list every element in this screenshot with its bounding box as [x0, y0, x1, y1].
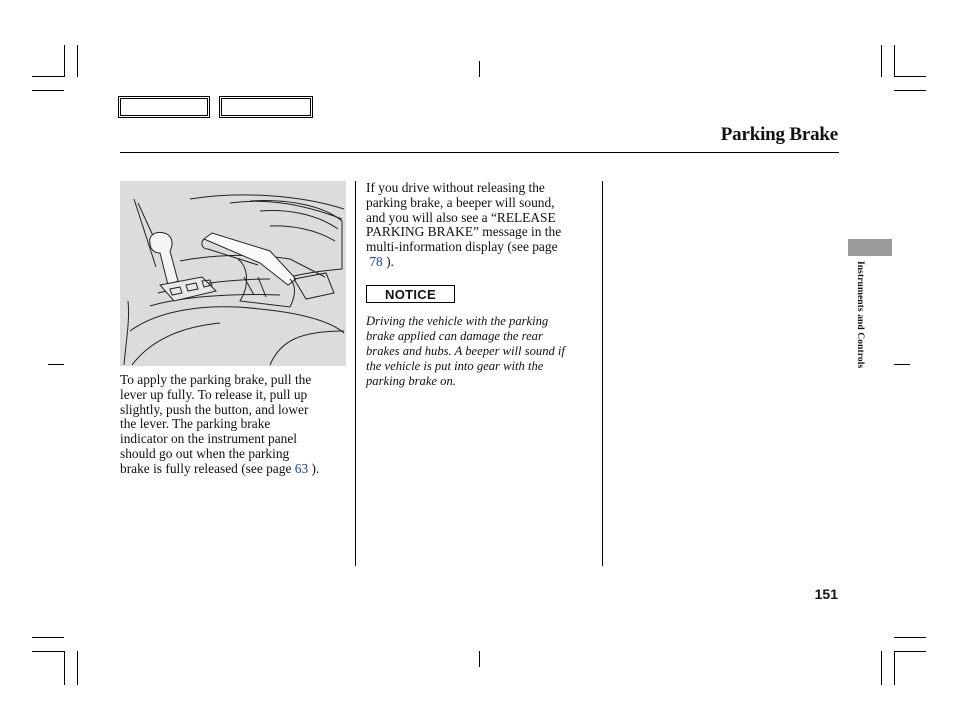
- crop-mark: [32, 90, 64, 91]
- text-line: To apply the parking brake, pull the: [120, 372, 312, 387]
- crop-mark: [894, 651, 926, 652]
- text-line: parking brake on.: [366, 374, 456, 388]
- text-line: multi-information display (see page: [366, 239, 558, 255]
- column-divider: [355, 181, 356, 566]
- parking-brake-lever-icon: [120, 181, 346, 366]
- header-rule: [120, 152, 839, 153]
- crop-mark: [881, 651, 882, 685]
- crop-mark: [48, 364, 64, 365]
- crop-mark: [894, 637, 926, 638]
- column-divider: [602, 181, 603, 566]
- text-fragment: ).: [308, 460, 320, 476]
- text-line: [120, 462, 350, 477]
- crop-mark: [64, 45, 65, 77]
- crop-mark: [77, 651, 78, 685]
- text-line: indicator on the instrument panel: [120, 431, 298, 447]
- section-tab: [848, 239, 892, 256]
- crop-mark: [894, 90, 926, 91]
- crop-mark: [894, 45, 895, 77]
- page-78-link[interactable]: 78: [369, 253, 383, 269]
- apply-release-paragraph: [120, 373, 350, 477]
- text-line: PARKING BRAKE” message in the: [366, 224, 562, 240]
- crop-mark: [894, 76, 926, 77]
- notice-label: NOTICE: [366, 285, 455, 303]
- crop-mark: [32, 637, 64, 638]
- section-label: Instruments and Controls: [855, 261, 865, 369]
- crop-mark: [32, 76, 64, 77]
- crop-mark: [64, 651, 65, 685]
- crop-mark: [479, 61, 480, 77]
- crop-mark: [894, 651, 895, 685]
- text-line: the vehicle is put into gear with the: [366, 359, 544, 373]
- notice-paragraph: [366, 314, 598, 389]
- crop-mark: [881, 45, 882, 77]
- page-title: Parking Brake: [720, 124, 838, 145]
- crop-mark: [32, 651, 64, 652]
- crop-mark: [479, 651, 480, 667]
- text-line: the lever. The parking brake: [120, 416, 271, 432]
- text-line: [366, 255, 598, 270]
- page-63-link[interactable]: 63: [294, 460, 309, 476]
- text-fragment: ).: [382, 253, 394, 269]
- text-fragment: brake is fully released (see page: [120, 460, 295, 476]
- text-line: Driving the vehicle with the parking: [366, 314, 549, 328]
- text-line: If you drive without releasing the: [366, 180, 545, 195]
- text-line: lever up fully. To release it, pull up: [120, 386, 308, 402]
- beeper-warning-paragraph: [366, 181, 598, 270]
- crop-mark: [894, 364, 910, 365]
- text-line: and you will also see a “RELEASE: [366, 209, 556, 225]
- text-line: brake applied can damage the rear: [366, 329, 543, 343]
- nav-forward-button[interactable]: [219, 96, 313, 118]
- text-line: slightly, push the button, and lower: [120, 401, 309, 417]
- text-line: should go out when the parking: [120, 445, 290, 461]
- crop-mark: [77, 45, 78, 77]
- text-line: brakes and hubs. A beeper will sound if: [366, 344, 565, 358]
- text-line: parking brake, a beeper will sound,: [366, 194, 555, 210]
- nav-back-button[interactable]: [118, 96, 210, 118]
- parking-brake-lever-illustration: [120, 181, 346, 366]
- page-number: 151: [814, 586, 838, 602]
